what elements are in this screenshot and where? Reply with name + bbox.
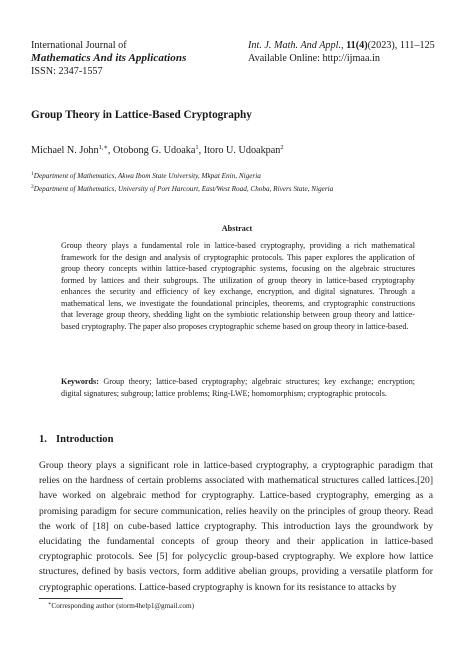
author-name: Itoro U. Udoakpan: [203, 145, 281, 156]
author-list: Michael N. John$^{1,∗}$, Otobong G. Udoaka$^1$, Itoro U. Udoakpan$^2$: [31, 144, 284, 156]
footnote: [48, 602, 194, 610]
author-affiliation-mark: 2: [280, 144, 284, 151]
section-number: 1.: [39, 434, 47, 445]
citation-volume: 11(4): [346, 40, 368, 51]
affiliation: [31, 185, 333, 193]
paper-title: Group Theory in Lattice-Based Cryptography: [31, 109, 252, 121]
affiliation-number: 1: [31, 171, 34, 177]
citation-header: [248, 39, 435, 65]
affiliation-text: Department of Mathematics, Akwa Ibom State University, Mkpat Enin, Nigeria: [33, 172, 261, 180]
section-heading: [39, 434, 114, 445]
journal-name: Mathematics And its Applications: [31, 52, 187, 64]
author-name: Michael N. John: [31, 145, 99, 156]
author-name: Otobong G. Udoaka: [113, 145, 196, 156]
citation-pages: (2023), 111–125: [367, 40, 435, 51]
abstract-text: Group theory plays a fundamental role in lattice-based cryptography, providing a rich mathematical framework for the design and analysis of cryptographic protocols. This paper explores the application of group theory concepts within lattice-based cryptographic systems, focusing on the algebraic structures formed by lattices and their subgroups. The utilization of group theory in lattice-based cryptography enhances the security and efficiency of key exchange, encryption, and digital signatures. Through a mathematical lens, we investigate the foundational principles, theorems, and cryptographic constructions that leverage group theory, shedding light on the symbiotic relationship between group theory and lattice-based cryptography. The paper also proposes cryptographic scheme based on group theory in lattice-based.: [61, 241, 415, 331]
available-online[interactable]: Available Online: http://ijmaa.in: [248, 53, 380, 64]
journal-line: International Journal of: [31, 40, 127, 51]
affiliation-number: 2: [31, 184, 34, 190]
footnote-mark: ∗: [48, 602, 52, 607]
footnote-divider: [39, 598, 123, 599]
abstract-heading: Abstract: [221, 224, 253, 233]
introduction-body: Group theory plays a significant role in lattice-based cryptography, a cryptographic paradigm that relies on the hardness of certain problems associated with mathematical structures called lattices.[20] have worked on algebraic method for cryptography. Lattice-based cryptography, emerging as a promising paradigm for secure communication, relies heavily on the principles of group theory. Read the work of [18] on cube-based lattice cryptography. This introduction lays the groundwork by elucidating the fundamental concepts of group theory and their application in lattice-based cryptographic protocols. See [5] for polycyclic group-based cryptography. We explore how lattice structures, defined by basis vectors, form additive abelian groups, providing a versatile platform for cryptographic operations. Lattice-based cryptography is known for its resistance to attacks by: [39, 460, 433, 593]
author-affiliation-mark: 1,∗: [98, 144, 108, 151]
section-title: Introduction: [56, 434, 114, 445]
affiliation: [31, 172, 261, 180]
keywords-text: Group theory; lattice-based cryptography; algebraic structures; key exchange; encryption; digital signatures; subgroup; lattice problems; Ring-LWE; homomorphism; cryptographic protocols.: [61, 377, 416, 398]
author-affiliation-mark: 1: [195, 144, 199, 151]
affiliation-text: Department of Mathematics, University of Port Harcourt, East/West Road, Choba, Rivers State, Nigeria: [33, 185, 334, 193]
citation-journal: Int. J. Math. And Appl.,: [248, 40, 344, 51]
footnote-text: Corresponding author (storm4help1@gmail.com): [51, 602, 194, 610]
keywords: [61, 376, 415, 399]
keywords-label: Keywords:: [61, 377, 99, 386]
issn: ISSN: 2347-1557: [31, 66, 103, 77]
journal-header: [31, 39, 187, 78]
citation: [248, 39, 435, 52]
